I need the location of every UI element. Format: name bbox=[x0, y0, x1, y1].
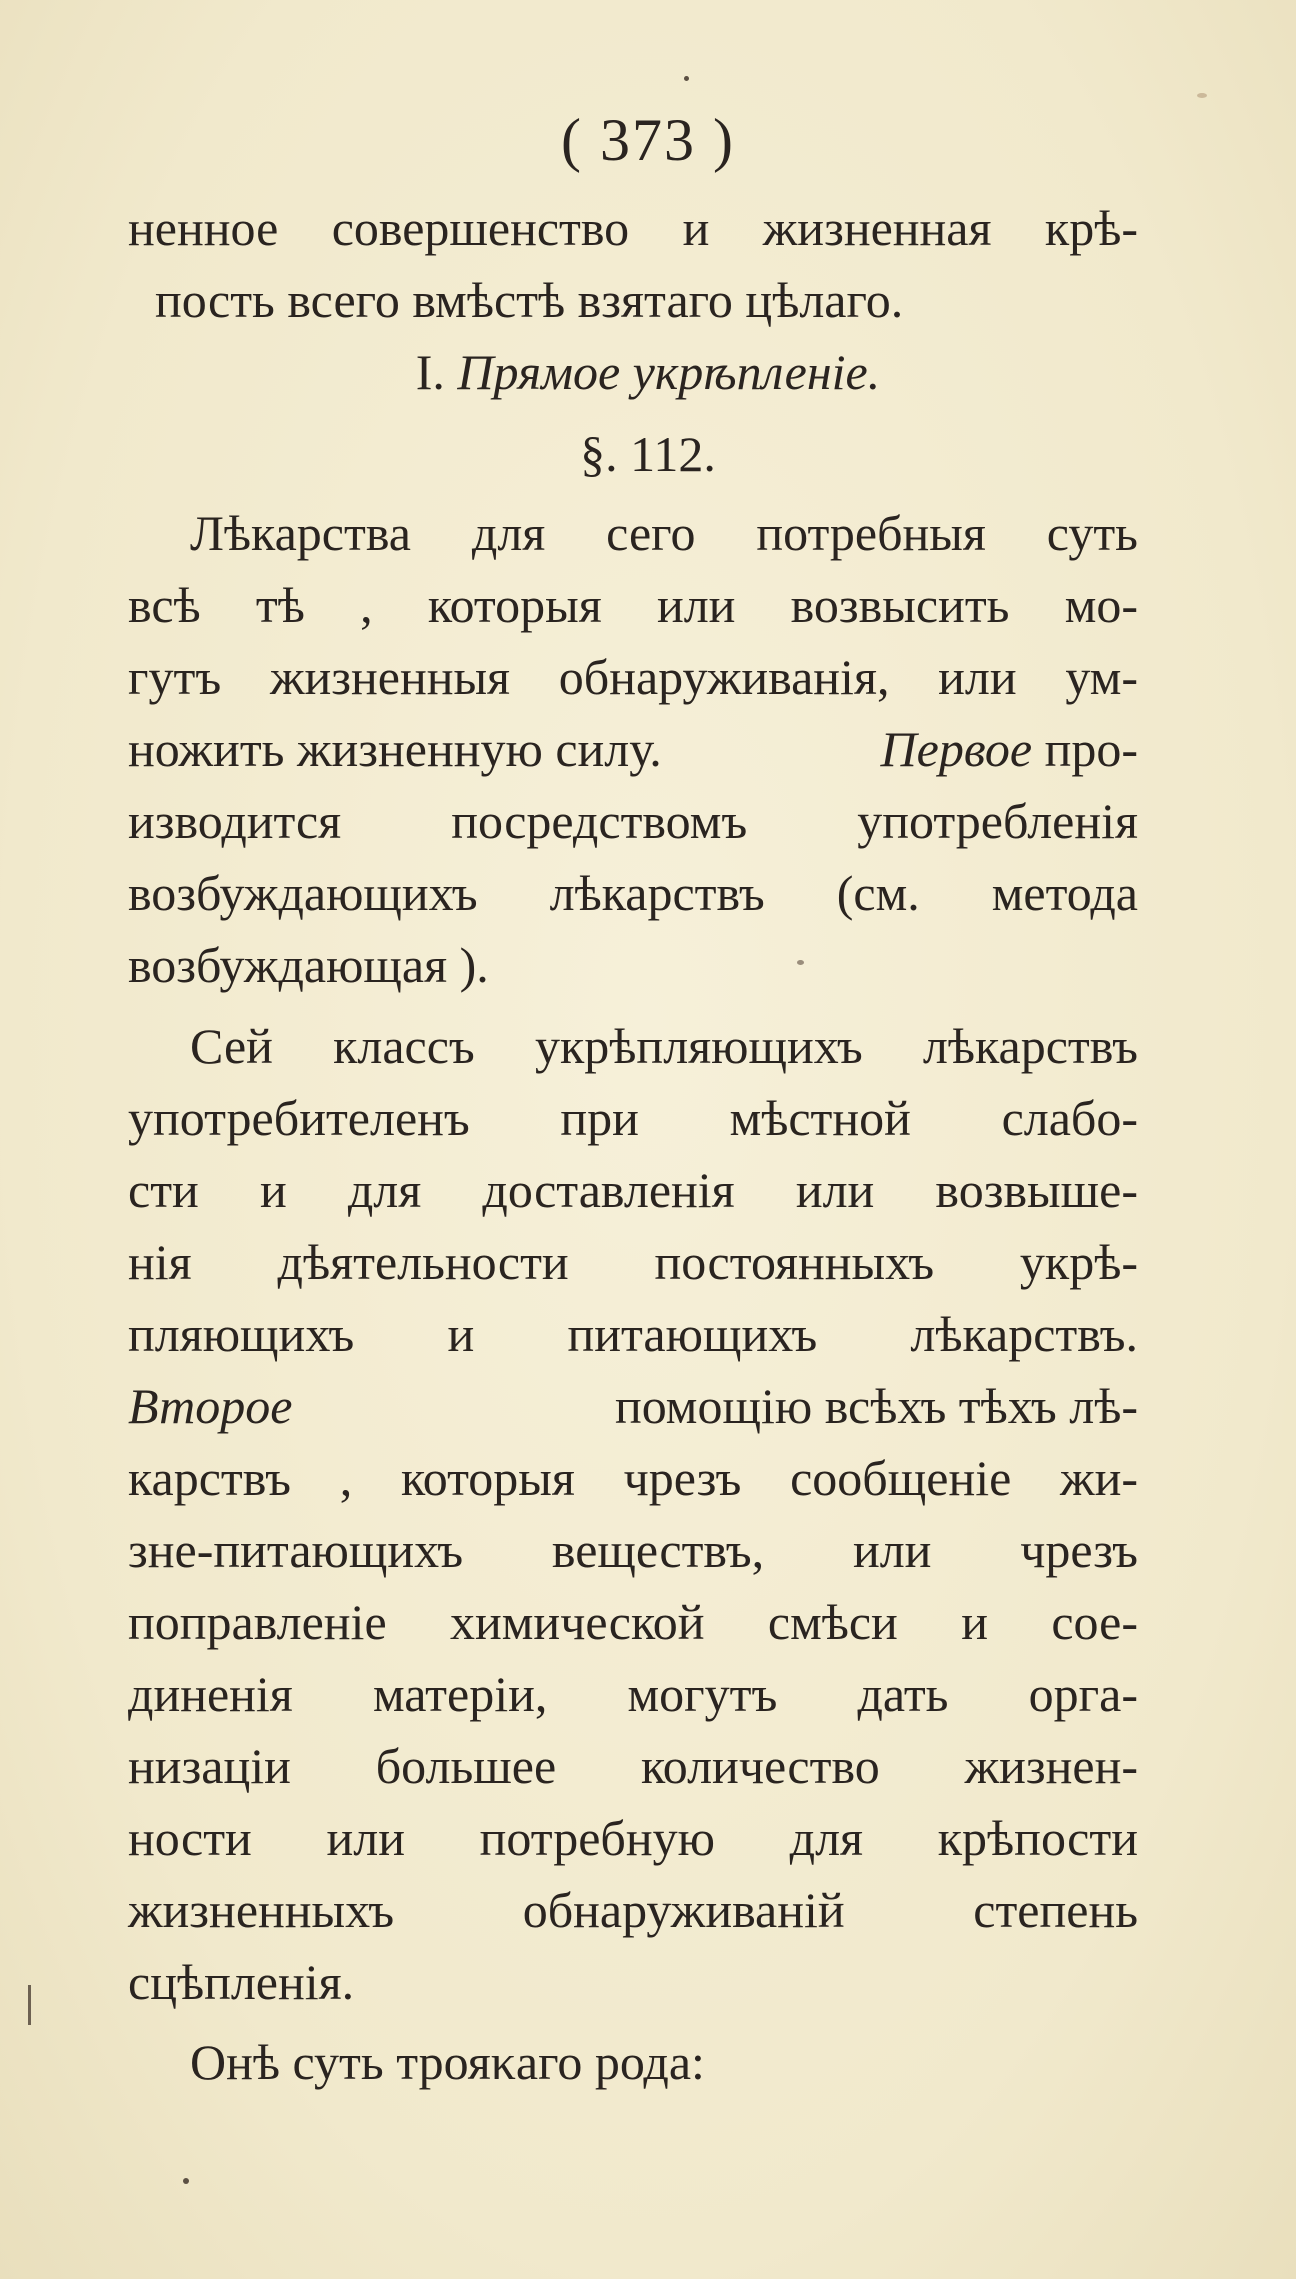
text-fragment: про- bbox=[1044, 721, 1138, 777]
text-line: ности или потребную для крѣпости bbox=[128, 1810, 1138, 1866]
text-line: изводится посредствомъ употребленія bbox=[128, 793, 1138, 849]
text-line: сцѣпленія. bbox=[128, 1954, 355, 2010]
text-line: диненія матеріи, могутъ дать орга- bbox=[128, 1666, 1138, 1722]
text-line bbox=[128, 1370, 1138, 1442]
paragraph-mark: §. 112. bbox=[580, 426, 716, 482]
ink-speck bbox=[684, 76, 689, 81]
section-heading bbox=[0, 336, 1296, 408]
text-line: поправленіе химической смѣси и сое- bbox=[128, 1594, 1138, 1650]
text-line: возбуждающихъ лѣкарствъ (см. метода bbox=[128, 865, 1138, 921]
ink-speck bbox=[183, 2178, 189, 2184]
text-line: низаціи большее количество жизнен- bbox=[128, 1738, 1138, 1794]
text-line: Лѣкарства для сего потребныя суть bbox=[190, 505, 1138, 561]
text-line: жизненныхъ обнаруживаній степень bbox=[128, 1882, 1138, 1938]
ink-speck bbox=[797, 960, 804, 965]
margin-mark bbox=[28, 1985, 31, 2025]
text-line: пляющихъ и питающихъ лѣкарствъ. bbox=[128, 1306, 1138, 1362]
text-line: гутъ жизненныя обнаруживанія, или ум- bbox=[128, 649, 1138, 705]
text-line: возбуждающая ). bbox=[128, 937, 489, 993]
closing-line: Онѣ суть трояκаго рода: bbox=[190, 2034, 705, 2090]
emphasis-first: Первое bbox=[880, 721, 1033, 777]
section-numeral: I. bbox=[415, 344, 445, 400]
text-fragment: помощію всѣхъ тѣхъ лѣ- bbox=[615, 1378, 1138, 1434]
text-line: нія дѣятельности постоянныхъ укрѣ- bbox=[128, 1234, 1138, 1290]
text-line bbox=[128, 713, 1138, 785]
text-line: сти и для доставленія или возвыше- bbox=[128, 1162, 1138, 1218]
ink-speck bbox=[1197, 93, 1207, 98]
text-line: ненное совершенство и жизненная крѣ- bbox=[128, 200, 1138, 256]
page-number: ( 373 ) bbox=[561, 107, 735, 173]
text-line: всѣ тѣ , которыя или возвысить мо- bbox=[128, 577, 1138, 633]
section-title: Прямое укрѣпленіе. bbox=[457, 344, 881, 400]
text-line: употребителенъ при мѣстной слабо- bbox=[128, 1090, 1138, 1146]
text-line: пость всего вмѣстѣ взятаго цѣлаго. bbox=[155, 272, 904, 328]
text-line: Сей классъ укрѣпляющихъ лѣкарствъ bbox=[190, 1018, 1138, 1074]
text-line: зне-питающихъ веществъ, или чрезъ bbox=[128, 1522, 1138, 1578]
emphasis-second: Второе bbox=[128, 1378, 293, 1434]
text-line: карствъ , которыя чрезъ сообщеніе жи- bbox=[128, 1450, 1138, 1506]
text-fragment: ножить жизненную силу. bbox=[128, 721, 662, 777]
